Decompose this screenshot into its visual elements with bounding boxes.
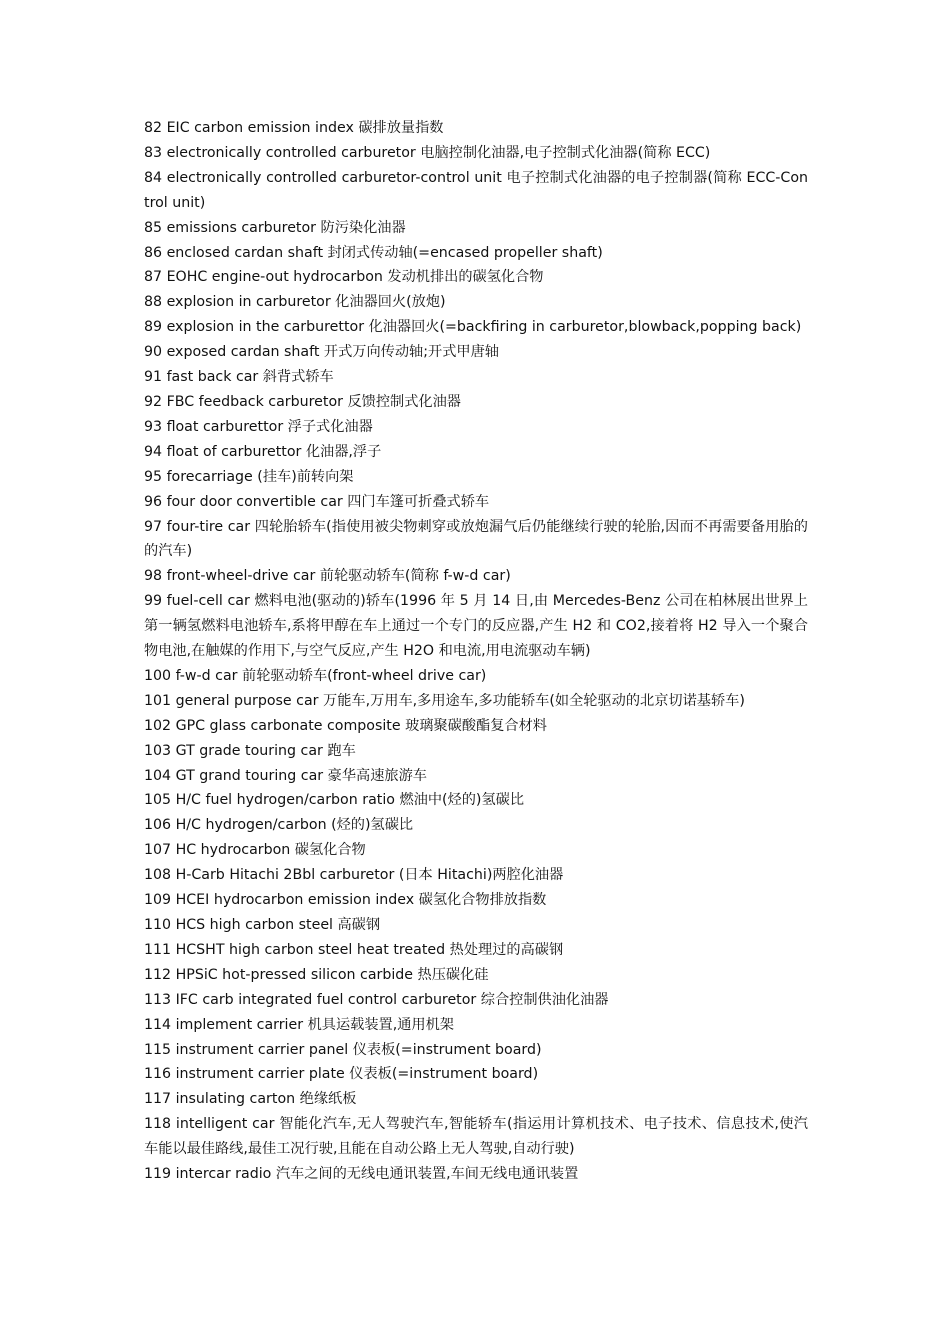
glossary-entry-106: 106 H/C hydrogen/carbon (烃的)氢碳比 [144, 817, 414, 834]
glossary-entry-82: 82 EIC carbon emission index 碳排放量指数 [144, 120, 444, 136]
glossary-entry-91: 91 fast back car 斜背式轿车 [144, 369, 334, 386]
glossary-entry-92: 92 FBC feedback carburetor 反馈控制式化油器 [144, 393, 461, 410]
glossary-entry-116: 116 instrument carrier plate 仪表板(=instrument board) [144, 1066, 539, 1083]
glossary-entry-88: 88 explosion in carburetor 化油器回火(放炮) [144, 294, 446, 311]
glossary-entry-100: 100 f-w-d car 前轮驱动轿车(front-wheel drive car) [144, 667, 487, 684]
glossary-entry-102: 102 GPC glass carbonate composite 玻璃聚碳酸酯复合材料 [144, 717, 547, 734]
glossary-entry-107: 107 HC hydrocarbon 碳氢化合物 [144, 842, 366, 859]
glossary-entry-86: 86 enclosed cardan shaft 封闭式传动轴(=encased propeller shaft) [144, 244, 603, 261]
glossary-entry-96: 96 four door convertible car 四门车篷可折叠式轿车 [144, 493, 490, 510]
glossary-entry-110: 110 HCS high carbon steel 高碳钢 [144, 917, 381, 933]
glossary-entry-117: 117 insulating carton 绝缘纸板 [144, 1091, 357, 1108]
glossary-entry-95: 95 forecarriage (挂车)前转向架 [144, 468, 354, 485]
glossary-entry-119: 119 intercar radio 汽车之间的无线电通讯装置,车间无线电通讯装置 [144, 1166, 579, 1183]
glossary-entry-97: 97 four-tire car 四轮胎轿车(指使用被尖物刺穿或放炮漏气后仍能继续行驶的轮胎,因而不再需要备用胎的的汽车) [144, 518, 808, 560]
glossary-entry-101: 101 general purpose car 万能车,万用车,多用途车,多功能轿车(如全轮驱动的北京切诺基轿车) [144, 692, 745, 709]
glossary-entry-103: 103 GT grade touring car 跑车 [144, 742, 356, 759]
glossary-entry-112: 112 HPSiC hot-pressed silicon carbide 热压碳化硅 [144, 966, 489, 983]
glossary-entry-87: 87 EOHC engine-out hydrocarbon 发动机排出的碳氢化合物 [144, 269, 544, 286]
glossary-entry-115: 115 instrument carrier panel 仪表板(=instrument board) [144, 1041, 542, 1058]
glossary-entry-98: 98 front-wheel-drive car 前轮驱动轿车(简称 f-w-d car) [144, 568, 511, 585]
glossary-entry-85: 85 emissions carburetor 防污染化油器 [144, 219, 406, 236]
glossary-entry-93: 93 float carburettor 浮子式化油器 [144, 418, 373, 435]
glossary-entry-108: 108 H-Carb Hitachi 2Bbl carburetor (日本 Hitachi)两腔化油器 [144, 867, 564, 884]
document-page [144, 116, 808, 1187]
glossary-entry-90: 90 exposed cardan shaft 开式万向传动轴;开式甲唐轴 [144, 344, 499, 361]
glossary-entry-99: 99 fuel-cell car 燃料电池(驱动的)轿车(1996 年 5 月 14 日,由 Mercedes-Benz 公司在柏林展出世界上第一辆氢燃料电池轿车,系将甲醇在车上通过一个专门的反应器,产生 H2 和 CO2,接着将 H2 导入一个聚合物电池,在触媒的作用下,与空气反应,产生 H2O 和电流,用电流驱动车辆) [144, 593, 808, 660]
glossary-entry-105: 105 H/C fuel hydrogen/carbon ratio 燃油中(烃的)氢碳比 [144, 792, 525, 809]
glossary-entry-118: 118 intelligent car 智能化汽车,无人驾驶汽车,智能轿车(指运用计算机技术、电子技术、信息技术,使汽车能以最佳路线,最佳工况行驶,且能在自动公路上无人驾驶,自动行驶) [144, 1116, 808, 1158]
glossary-entry-109: 109 HCEI hydrocarbon emission index 碳氢化合物排放指数 [144, 892, 547, 909]
glossary-entry-113: 113 IFC carb integrated fuel control carburetor 综合控制供油化油器 [144, 991, 609, 1008]
glossary-entry-114: 114 implement carrier 机具运载装置,通用机架 [144, 1016, 454, 1033]
glossary-entry-111: 111 HCSHT high carbon steel heat treated 热处理过的高碳钢 [144, 941, 564, 958]
glossary-entry-89: 89 explosion in the carburettor 化油器回火(=backfiring in carburetor,blowback,popping back) [144, 319, 802, 336]
glossary-entry-104: 104 GT grand touring car 豪华高速旅游车 [144, 767, 427, 784]
glossary-entry-83: 83 electronically controlled carburetor 电脑控制化油器,电子控制式化油器(简称 ECC) [144, 144, 711, 161]
glossary-entry-94: 94 float of carburettor 化油器,浮子 [144, 443, 382, 460]
glossary-entry-84: 84 electronically controlled carburetor-control unit 电子控制式化油器的电子控制器(简称 ECC-Control unit) [144, 169, 808, 211]
